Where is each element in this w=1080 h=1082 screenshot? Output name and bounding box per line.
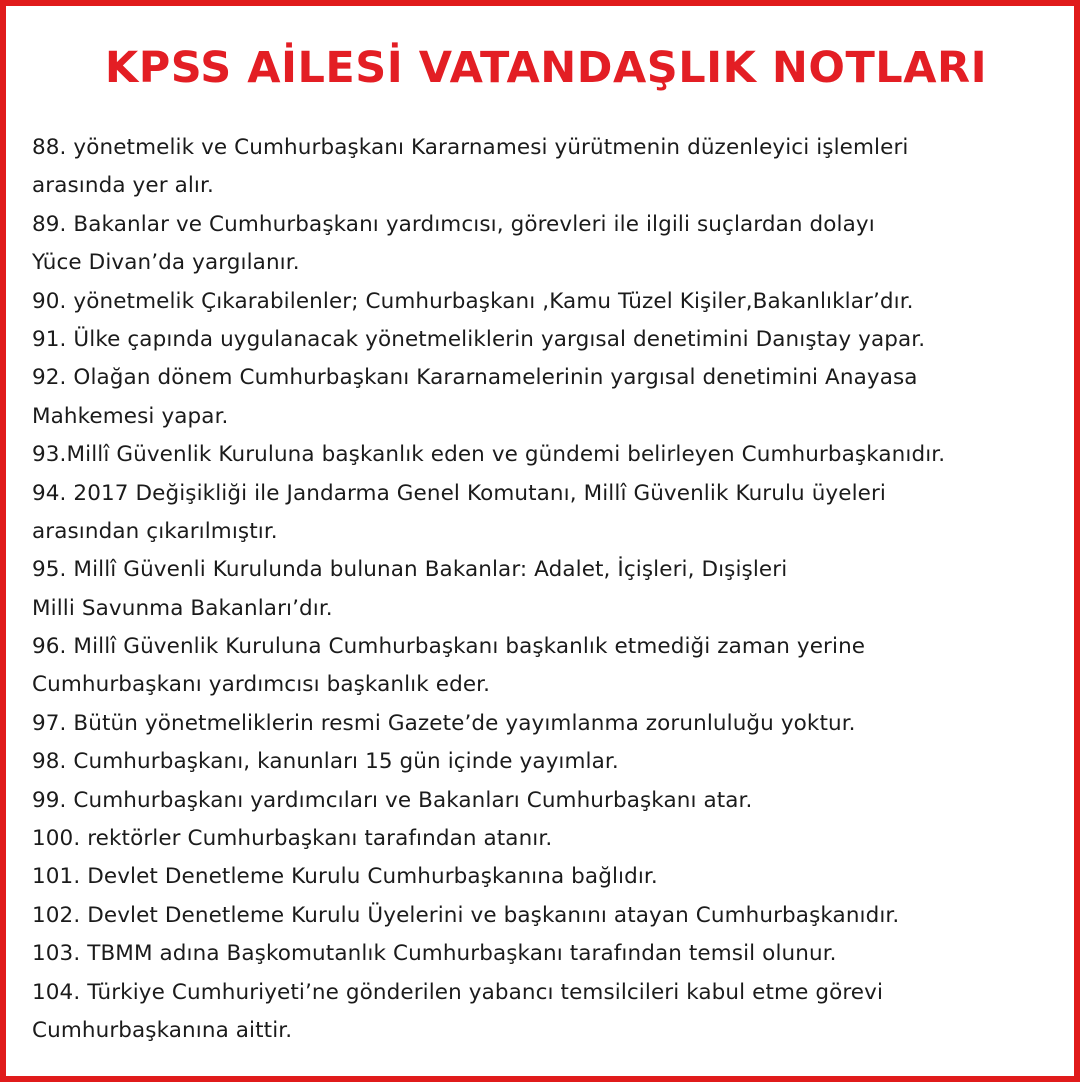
note-line: Yüce Divan’da yargılanır. (32, 250, 300, 276)
note-line: 97. Bütün yönetmeliklerin resmi Gazete’de yayımlanma zorunluluğu yoktur. (32, 710, 856, 736)
note-line: 89. Bakanlar ve Cumhurbaşkanı yardımcısı, görevleri ile ilgili suçlardan dolayı (32, 211, 875, 237)
note-line: arasından çıkarılmıştır. (32, 518, 278, 544)
note-line: 104. Türkiye Cumhuriyeti’ne gönderilen yabancı temsilcileri kabul etme görevi (32, 979, 884, 1005)
note-line: 94. 2017 Değişikliği ile Jandarma Genel Komutanı, Millî Güvenlik Kurulu üyeleri (32, 480, 886, 506)
note-line: 96. Millî Güvenlik Kuruluna Cumhurbaşkanı başkanlık etmediği zaman yerine (32, 634, 866, 660)
note-line: arasında yer alır. (32, 173, 214, 199)
note-line: 103. TBMM adına Başkomutanlık Cumhurbaşkanı tarafından temsil olunur. (32, 941, 837, 967)
note-line: 91. Ülke çapında uygulanacak yönetmeliklerin yargısal denetimini Danıştay yapar. (32, 326, 926, 352)
note-line: 99. Cumhurbaşkanı yardımcıları ve Bakanları Cumhurbaşkanı atar. (32, 787, 753, 813)
note-line: 88. yönetmelik ve Cumhurbaşkanı Kararnamesi yürütmenin düzenleyici işlemleri (32, 135, 909, 160)
note-line: Cumhurbaşkanına aittir. (32, 1017, 293, 1043)
note-line: 93.Millî Güvenlik Kuruluna başkanlık eden ve gündemi belirleyen Cumhurbaşkanıdır. (32, 442, 946, 468)
note-line: 92. Olağan dönem Cumhurbaşkanı Kararnamelerinin yargısal denetimini Anayasa (32, 365, 918, 391)
notes-list (32, 129, 1072, 1050)
page-title: KPSS AİLESİ VATANDAŞLIK NOTLARI (104, 43, 988, 93)
note-line: Mahkemesi yapar. (32, 403, 229, 429)
note-line: 101. Devlet Denetleme Kurulu Cumhurbaşkanına bağlıdır. (32, 864, 658, 890)
note-line: Cumhurbaşkanı yardımcısı başkanlık eder. (32, 672, 491, 698)
note-line: 100. rektörler Cumhurbaşkanı tarafından atanır. (32, 826, 553, 852)
note-line: 98. Cumhurbaşkanı, kanunları 15 gün içinde yayımlar. (32, 749, 619, 775)
note-line: 102. Devlet Denetleme Kurulu Üyelerini ve başkanını atayan Cumhurbaşkanıdır. (32, 902, 900, 928)
note-line: 95. Millî Güvenli Kurulunda bulunan Bakanlar: Adalet, İçişleri, Dışişleri (32, 557, 788, 583)
note-line: 90. yönetmelik Çıkarabilenler; Cumhurbaşkanı ,Kamu Tüzel Kişiler,Bakanlıklar’dır. (32, 288, 914, 314)
note-line: Milli Savunma Bakanları’dır. (32, 595, 333, 621)
